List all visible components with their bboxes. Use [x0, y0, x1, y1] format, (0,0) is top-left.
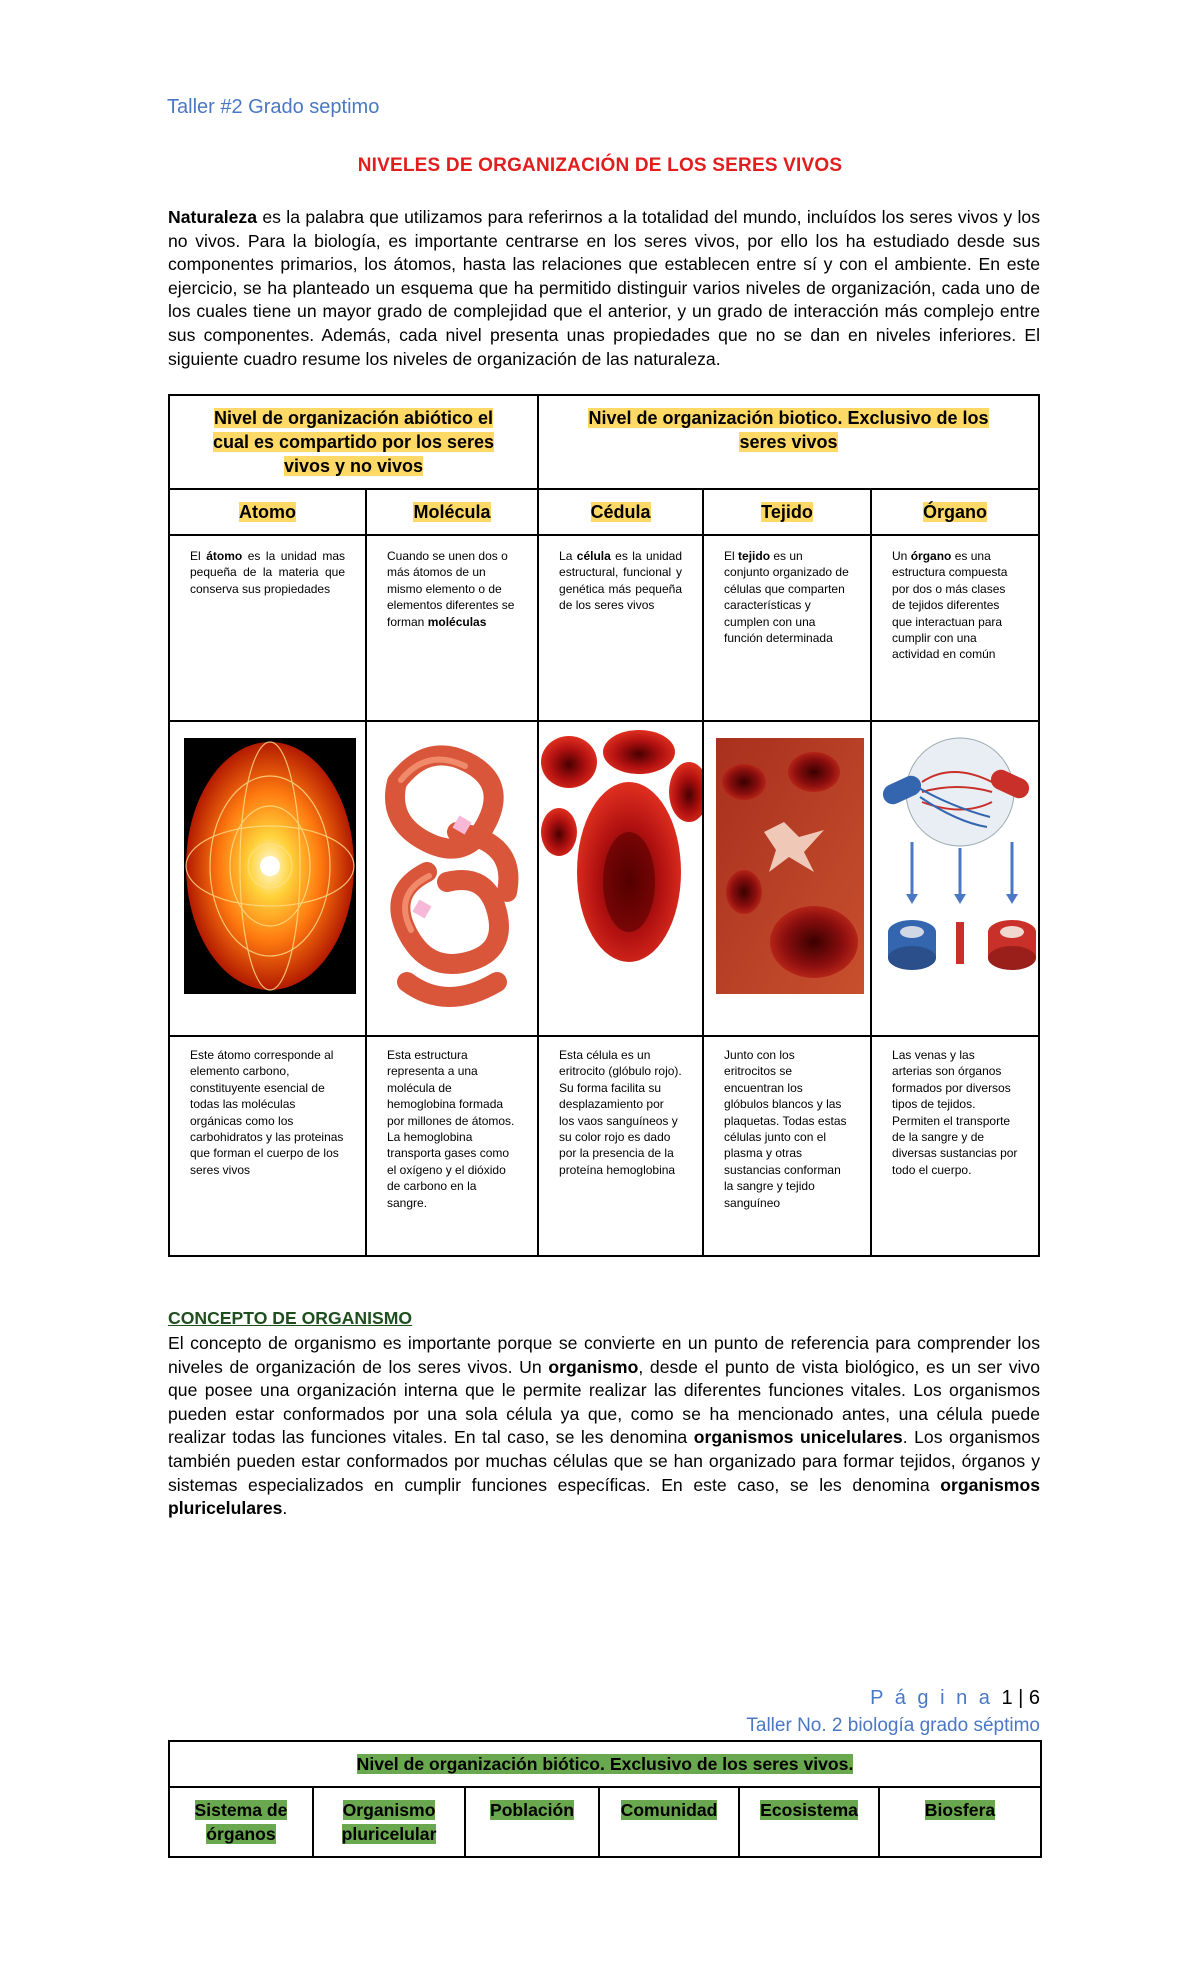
bio-level-cell — [739, 1787, 879, 1857]
level-name-organo: Órgano — [923, 502, 988, 522]
level-name-cell — [538, 489, 703, 535]
level-footnote-cell — [871, 1036, 1039, 1256]
biotic-header: Nivel de organización biotico. Exclusivo de los seres vivos — [588, 408, 989, 452]
level-footnote-cell — [366, 1036, 538, 1256]
bio-level-sistema: Sistema de órganos — [194, 1800, 288, 1844]
red-blood-cell-image — [539, 722, 702, 1030]
level-name-atomo: Atomo — [239, 502, 296, 522]
level-name-cell — [871, 489, 1039, 535]
level-description: Un órgano es una estructura compuesta por dos o más clases de tejidos diferentes que interactuan para cumplir con una actividad en común — [892, 549, 1008, 662]
bio-level-cell — [599, 1787, 739, 1857]
level-name-cedula: Cédula — [590, 502, 651, 522]
bio-level-cell — [465, 1787, 599, 1857]
level-description-cell — [538, 535, 703, 721]
level-footnote: Las venas y las arterias son órganos formados por diversos tipos de tejidos. Permiten el transporte de la sangre y de diversas sustancias por todo el cuerpo. — [892, 1048, 1018, 1177]
level-description-cell — [169, 535, 366, 721]
abiotic-header-cell — [169, 395, 538, 489]
level-footnote: Esta estructura representa a una molécula de hemoglobina formada por millones de átomos. La hemoglobina transporta gases como el oxígeno y el dióxido de carbono en la sangre. — [387, 1048, 515, 1210]
level-footnote: Junto con los eritrocitos se encuentran los glóbulos blancos y las plaquetas. Todas estas células junto con el plasma y otras sustancias conforman la sangre y tejido sanguíneo — [724, 1048, 847, 1210]
cell-image-cell — [538, 721, 703, 1036]
hemoglobin-molecule-image — [367, 722, 537, 1030]
page-number — [870, 1687, 1040, 1710]
bio-level-cell — [313, 1787, 465, 1857]
level-footnote: Este átomo corresponde al elemento carbono, constituyente esencial de todas las moléculas orgánicas como los carbohidratos y las proteinas que forman el cuerpo de los seres vivos — [190, 1048, 344, 1177]
bio-level-ecosistema: Ecosistema — [760, 1800, 858, 1820]
blood-tissue-image — [704, 722, 870, 1030]
blood-vessels-image — [872, 722, 1038, 1030]
tissue-image-cell — [703, 721, 871, 1036]
level-name-molecula: Molécula — [413, 502, 491, 522]
biotic-table-header: Nivel de organización biótico. Exclusivo de los seres vivos. — [356, 1754, 854, 1774]
atom-image — [170, 722, 365, 1030]
concept-paragraph: El concepto de organismo es importante porque se convierte en un punto de referencia para comprender los niveles de organización de los seres vivos. Un organismo, desde el punto de vista biológico, es un ser vivo que posee una organización interna que le permite realizar las diferentes funciones vitales. Los organismos pueden estar conformados por una sola célula ya que, como se ha mencionado antes, una célula puede realizar todas las funciones vitales. En tal caso, se les denomina organismos unicelulares. Los organismos también pueden estar conformados por muchas células que se han organizado para formar tejidos, órganos y sistemas especializados en cumplir funciones específicas. En este caso, se les denomina organismos pluricelulares. — [168, 1333, 1041, 1519]
levels-table — [168, 394, 1040, 1257]
level-name-cell — [366, 489, 538, 535]
page-subtitle: Taller No. 2 biología grado séptimo — [746, 1715, 1040, 1736]
bio-level-cell — [879, 1787, 1041, 1857]
level-footnote: Esta célula es un eritrocito (glóbulo rojo). Su forma facilita su desplazamiento por los vaos sanguíneos y su color rojo es dado por la presencia de la proteína hemoglobina — [559, 1048, 682, 1177]
page-count: 1 | 6 — [1001, 1687, 1040, 1709]
header-title: Taller #2 Grado septimo — [167, 96, 380, 118]
document-title: NIVELES DE ORGANIZACIÓN DE LOS SERES VIVOS — [357, 155, 843, 176]
level-footnote-cell — [538, 1036, 703, 1256]
level-name-tejido: Tejido — [761, 502, 813, 522]
intro-text: es la palabra que utilizamos para referirnos a la totalidad del mundo, incluídos los seres vivos y los no vivos. Para la biología, es importante centrarse en los seres vivos, por ello los ha estudiado desde sus componentes primarios, los átomos, hasta las relaciones que establecen entre sí y con el ambiente. En este ejercicio, se ha planteado un esquema que ha permitido distinguir varios niveles de organización, cada uno de los cuales tiene un mayor grado de complejidad que el anterior, y un grado de interacción más complejo entre sus componentes. Además, cada nivel presenta unas propiedades que no se dan en niveles inferiores. El siguiente cuadro resume los niveles de organización de las naturaleza. — [168, 207, 1040, 369]
level-footnote-cell — [169, 1036, 366, 1256]
level-description-cell — [703, 535, 871, 721]
bio-level-biosfera: Biosfera — [924, 1800, 996, 1820]
biotic-header-cell — [538, 395, 1039, 489]
page-label: P á g i n a — [870, 1687, 993, 1709]
level-name-cell — [703, 489, 871, 535]
molecule-image-cell — [366, 721, 538, 1036]
level-description: La célula es la unidad estructural, funcional y genética más pequeña de los seres vivos — [559, 549, 683, 613]
biotic-table-header-cell — [169, 1741, 1041, 1787]
bio-level-poblacion: Población — [489, 1800, 575, 1820]
level-name-cell — [169, 489, 366, 535]
atom-image-cell — [169, 721, 366, 1036]
level-description-cell — [871, 535, 1039, 721]
bio-level-organismo: Organismo pluricelular — [341, 1800, 437, 1844]
biotic-levels-table — [168, 1740, 1042, 1858]
intro-lead: Naturaleza — [168, 207, 257, 227]
intro-paragraph — [168, 206, 1040, 371]
organ-image-cell — [871, 721, 1039, 1036]
level-description: El tejido es un conjunto organizado de células que comparten características y cumplen con una función determinada — [724, 549, 849, 646]
bio-level-cell — [169, 1787, 313, 1857]
concept-heading: CONCEPTO DE ORGANISMO — [168, 1308, 413, 1328]
level-footnote-cell — [703, 1036, 871, 1256]
level-description-cell — [366, 535, 538, 721]
bio-level-comunidad: Comunidad — [620, 1800, 718, 1820]
abiotic-header: Nivel de organización abiótico el cual es compartido por los seres vivos y no vivos — [212, 408, 495, 476]
level-description: El átomo es la unidad mas pequeña de la materia que conserva sus propiedades — [190, 549, 345, 596]
level-description: Cuando se unen dos o más átomos de un mismo elemento o de elementos diferentes se forman moléculas — [387, 549, 515, 629]
